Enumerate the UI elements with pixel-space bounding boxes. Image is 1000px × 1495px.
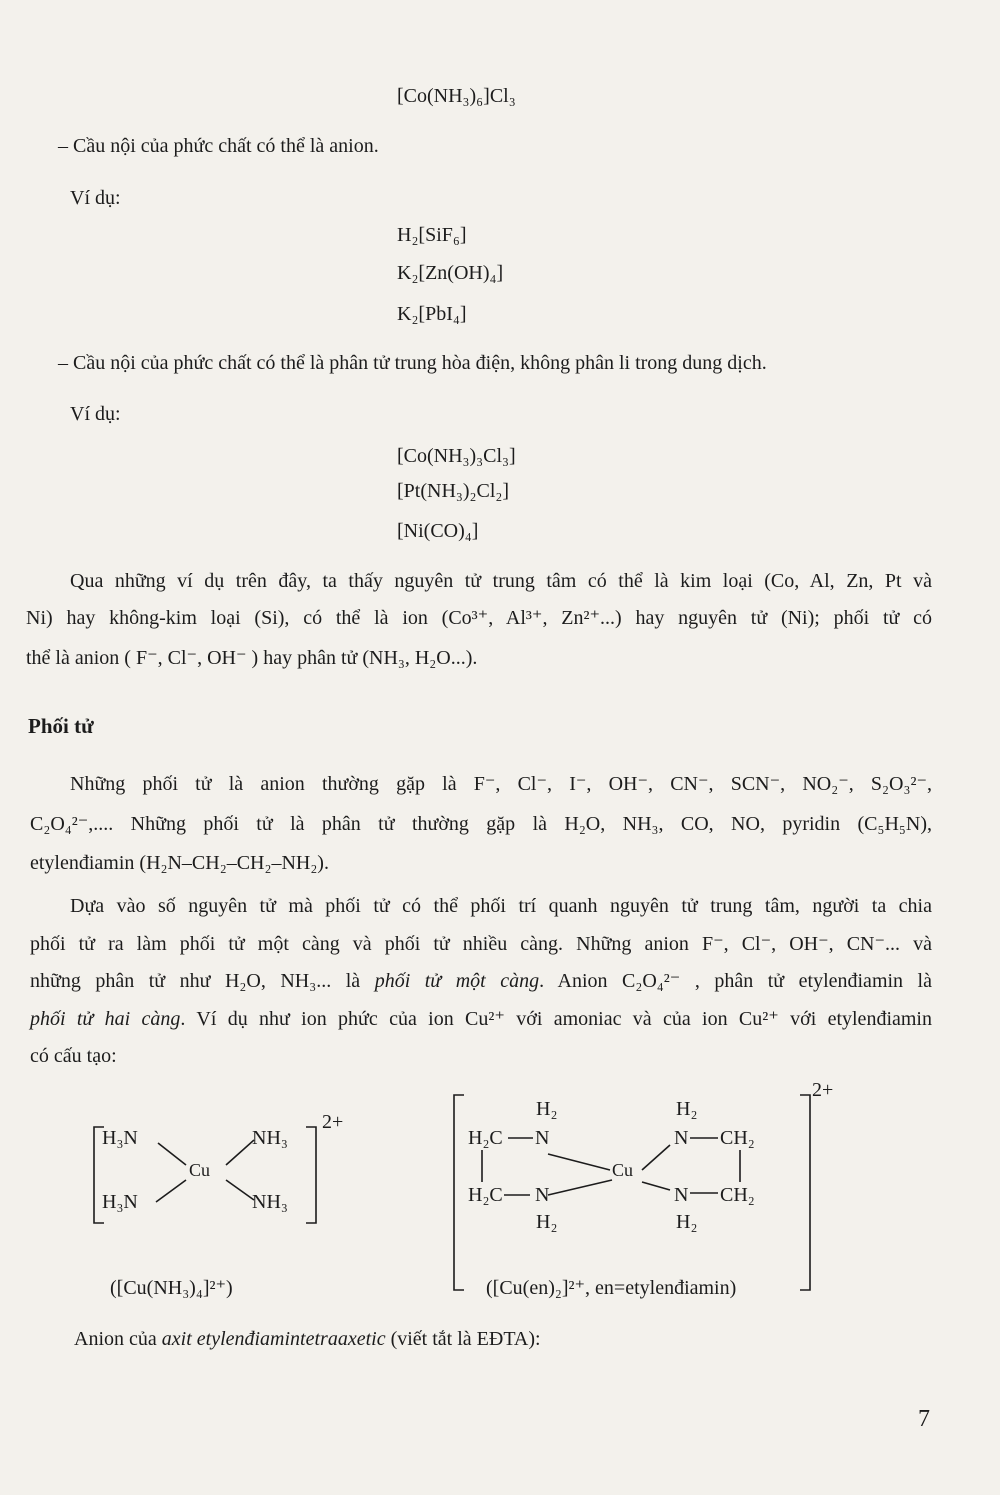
- ligand-label: NH₃: [252, 1191, 288, 1213]
- h2-label: H₂: [676, 1211, 698, 1233]
- charge-label: 2+: [322, 1111, 344, 1133]
- formula: [Pt(NH₃)₂Cl₂]: [397, 480, 510, 502]
- ligand-line: Những phối tử là anion thường gặp là F⁻, Cl⁻, I⁻, OH⁻, CN⁻, SCN⁻, NO₂⁻, S₂O₃²⁻,: [70, 773, 932, 795]
- ligand-label: NH₃: [252, 1127, 288, 1149]
- ligand-line: C₂O₄²⁻,.... Những phối tử là phân tử thường gặp là H₂O, NH₃, CO, NO, pyridin (C₅H₅N),: [30, 813, 932, 835]
- charge-label: 2+: [812, 1079, 834, 1101]
- summary-line: Qua những ví dụ trên đây, ta thấy nguyên tử trung tâm có thể là kim loại (Co, Al, Zn, Pt và: [70, 570, 932, 592]
- formula: K₂[PbI₄]: [397, 303, 467, 325]
- formula: [Ni(CO)₄]: [397, 520, 479, 542]
- ch2-label: CH₂: [720, 1127, 755, 1149]
- formula: [Co(NH₃)₆]Cl₃: [397, 85, 516, 107]
- example-label: Ví dụ:: [70, 403, 121, 425]
- bracket-left: [454, 1095, 464, 1290]
- central-atom: Cu: [189, 1160, 211, 1180]
- section-heading: Phối tử: [28, 714, 94, 738]
- bracket-right: [800, 1095, 810, 1290]
- formula: H₂[SiF₆]: [397, 224, 467, 246]
- h2-label: H₂: [536, 1098, 558, 1120]
- ch2-label: H₂C: [468, 1127, 503, 1149]
- n-label: N: [535, 1184, 550, 1206]
- n-label: N: [674, 1127, 689, 1149]
- example-label: Ví dụ:: [70, 187, 121, 209]
- summary-line: Ni) hay không-kim loại (Si), có thể là ion (Co³⁺, Al³⁺, Zn²⁺...) hay nguyên tử (Ni); phối tử có: [26, 607, 932, 629]
- dentate-line: phối tử hai càng. Ví dụ như ion phức của ion Cu²⁺ với amoniac và của ion Cu²⁺ với etylenđiamin: [30, 1008, 932, 1030]
- ch2-label: H₂C: [468, 1184, 503, 1206]
- page-number: 7: [918, 1406, 930, 1432]
- formula: K₂[Zn(OH)₄]: [397, 262, 504, 284]
- h2-label: H₂: [676, 1098, 698, 1120]
- central-atom: Cu: [612, 1160, 634, 1180]
- edta-line: Anion của axit etylenđiamintetraaxetic (viết tắt là EĐTA):: [74, 1328, 541, 1350]
- anion-intro: – Cầu nội của phức chất có thể là anion.: [58, 135, 379, 157]
- neutral-intro: – Cầu nội của phức chất có thể là phân tử trung hòa điện, không phân li trong dung dịch.: [58, 352, 767, 374]
- ligand-label: H₃N: [102, 1127, 138, 1149]
- ligand-line: etylenđiamin (H₂N–CH₂–CH₂–NH₂).: [30, 852, 329, 874]
- formula: [Co(NH₃)₃Cl₃]: [397, 445, 516, 467]
- structure-caption: ([Cu(NH₃)₄]²⁺): [110, 1277, 233, 1299]
- h2-label: H₂: [536, 1211, 558, 1233]
- structure-caption: ([Cu(en)₂]²⁺, en=etylenđiamin): [486, 1277, 737, 1299]
- n-label: N: [535, 1127, 550, 1149]
- dentate-line: có cấu tạo:: [30, 1045, 117, 1067]
- dentate-line: những phân tử như H₂O, NH₃... là phối tử một càng. Anion C₂O₄²⁻ , phân tử etylenđiamin là: [30, 970, 932, 992]
- dentate-line: Dựa vào số nguyên tử mà phối tử có thể phối trí quanh nguyên tử trung tâm, người ta chia: [70, 895, 932, 917]
- ch2-label: CH₂: [720, 1184, 755, 1206]
- dentate-line: phối tử ra làm phối tử một càng và phối tử nhiều càng. Những anion F⁻, Cl⁻, OH⁻, CN⁻... và: [30, 933, 932, 955]
- summary-line: thể là anion ( F⁻, Cl⁻, OH⁻ ) hay phân tử (NH₃, H₂O...).: [26, 647, 478, 669]
- n-label: N: [674, 1184, 689, 1206]
- bracket-right: [306, 1127, 316, 1223]
- ligand-label: H₃N: [102, 1191, 138, 1213]
